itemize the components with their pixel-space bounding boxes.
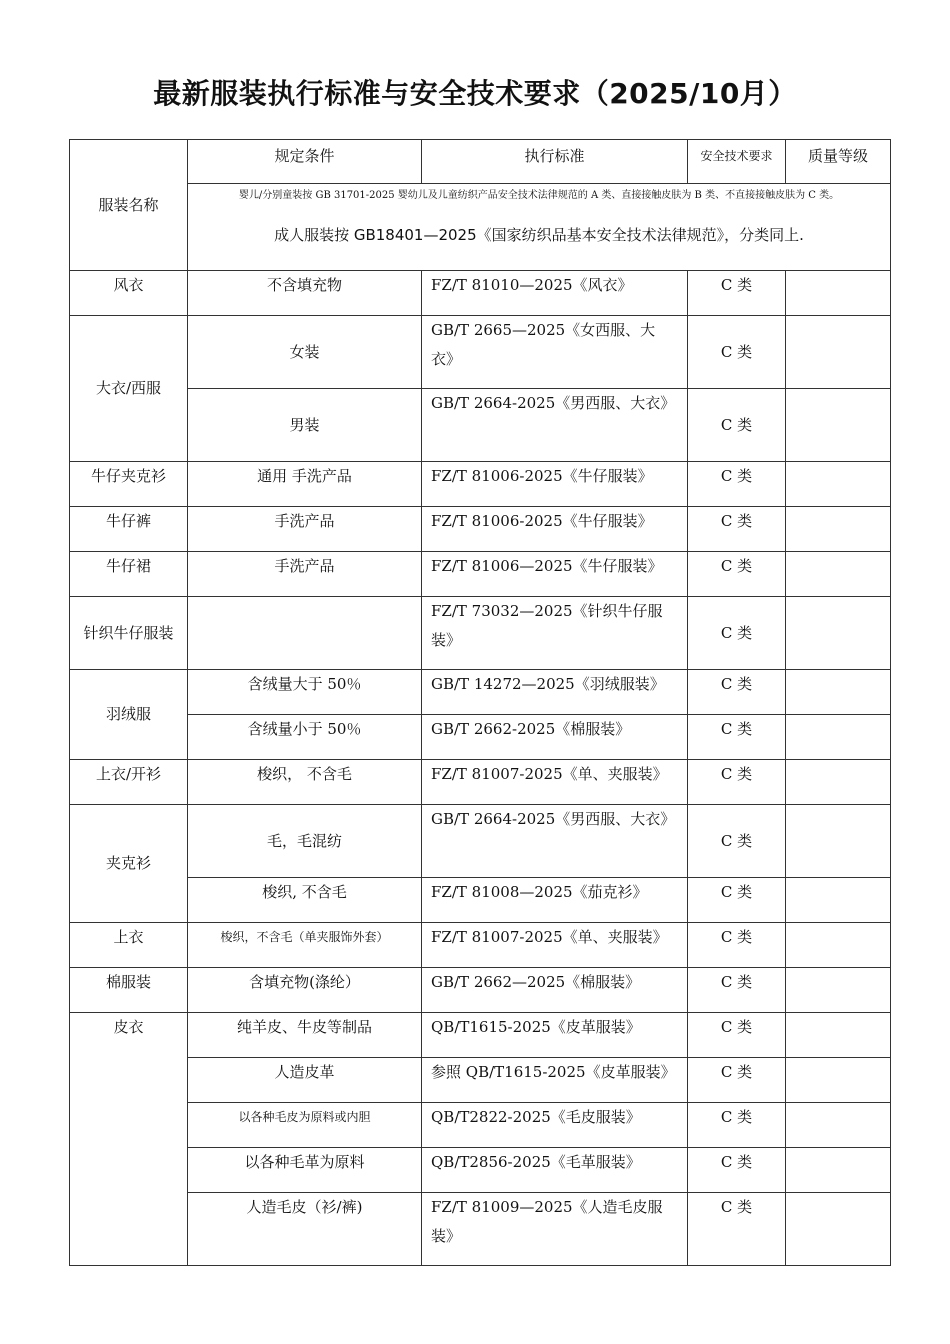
standard-cell: GB/T 2664-2025《男西服、大衣》	[422, 805, 688, 878]
grade-cell	[786, 878, 891, 923]
table-row	[70, 552, 891, 597]
safety-cell: C 类	[688, 968, 786, 1013]
standard-cell: GB/T 2662-2025《棉服装》	[422, 715, 688, 760]
grade-cell	[786, 1058, 891, 1103]
grade-cell	[786, 462, 891, 507]
table-row	[70, 1013, 891, 1058]
grade-cell	[786, 597, 891, 670]
table-row	[70, 878, 891, 923]
safety-cell: C 类	[688, 462, 786, 507]
standard-cell: FZ/T 81006—2025《牛仔服装》	[422, 552, 688, 597]
header-condition: 规定条件	[188, 140, 422, 184]
table-row	[70, 923, 891, 968]
adult-note: 成人服装按 GB18401—2025《国家纺织品基本安全技术法律规范》，分类同上.	[274, 226, 804, 244]
condition-cell: 纯羊皮、牛皮等制品	[188, 1013, 422, 1058]
condition-cell: 手洗产品	[188, 552, 422, 597]
garment-name: 夹克衫	[70, 805, 188, 923]
safety-cell: C 类	[688, 1058, 786, 1103]
header-standard: 执行标准	[422, 140, 688, 184]
grade-cell	[786, 760, 891, 805]
safety-cell: C 类	[688, 552, 786, 597]
grade-cell	[786, 923, 891, 968]
children-note: 婴儿/分别童装按 GB 31701-2025 婴幼儿及儿童纺织产品安全技术法律规范的 A 类、直接接触皮肤为 B 类、不直接接触皮肤为 C 类。	[238, 190, 840, 201]
table-row	[70, 316, 891, 389]
condition-cell: 人造毛皮（衫/裤)	[188, 1193, 422, 1266]
safety-cell: C 类	[688, 1193, 786, 1266]
standard-cell: GB/T 14272—2025《羽绒服装》	[422, 670, 688, 715]
grade-cell	[786, 1013, 891, 1058]
header-grade: 质量等级	[786, 140, 891, 184]
standard-cell: QB/T2856-2025《毛革服装》	[422, 1148, 688, 1193]
safety-cell: C 类	[688, 271, 786, 316]
condition-cell: 通用 手洗产品	[188, 462, 422, 507]
garment-name: 大衣/西服	[70, 316, 188, 462]
condition-cell: 含绒量大于 50％	[188, 670, 422, 715]
standard-cell: GB/T 2662—2025《棉服装》	[422, 968, 688, 1013]
table-row	[70, 462, 891, 507]
grade-cell	[786, 316, 891, 389]
standard-cell: FZ/T 81006-2025《牛仔服装》	[422, 462, 688, 507]
condition-cell: 梭织, 不含毛	[188, 878, 422, 923]
garment-name: 皮衣	[70, 1013, 188, 1266]
grade-cell	[786, 507, 891, 552]
condition-cell: 以各种毛革为原料	[188, 1148, 422, 1193]
safety-cell: C 类	[688, 670, 786, 715]
grade-cell	[786, 715, 891, 760]
header-safety: 安全技术要求	[688, 140, 786, 184]
table-row	[70, 1148, 891, 1193]
standard-cell: GB/T 2665—2025《女西服、大衣》	[422, 316, 688, 389]
grade-cell	[786, 968, 891, 1013]
safety-cell: C 类	[688, 760, 786, 805]
garment-name: 风衣	[70, 271, 188, 316]
condition-cell: 不含填充物	[188, 271, 422, 316]
standard-cell: FZ/T 73032—2025《针织牛仔服装》	[422, 597, 688, 670]
standard-cell: FZ/T 81006-2025《牛仔服装》	[422, 507, 688, 552]
page-title: 最新服装执行标准与安全技术要求（2025/10月）	[153, 77, 797, 110]
standard-cell: 参照 QB/T1615-2025《皮革服装》	[422, 1058, 688, 1103]
standard-cell: FZ/T 81010—2025《风衣》	[422, 271, 688, 316]
table-row	[70, 507, 891, 552]
grade-cell	[786, 805, 891, 878]
safety-cell: C 类	[688, 507, 786, 552]
safety-cell: C 类	[688, 923, 786, 968]
condition-cell: 人造皮革	[188, 1058, 422, 1103]
safety-cell: C 类	[688, 1148, 786, 1193]
garment-name: 牛仔夹克衫	[70, 462, 188, 507]
safety-cell: C 类	[688, 1013, 786, 1058]
safety-cell: C 类	[688, 715, 786, 760]
grade-cell	[786, 1193, 891, 1266]
standards-table	[69, 139, 891, 1266]
safety-cell: C 类	[688, 878, 786, 923]
grade-cell	[786, 271, 891, 316]
safety-cell: C 类	[688, 805, 786, 878]
header-note-row	[70, 184, 891, 271]
table-row	[70, 670, 891, 715]
garment-name: 棉服装	[70, 968, 188, 1013]
table-row	[70, 968, 891, 1013]
garment-name: 上衣	[70, 923, 188, 968]
header-notes	[188, 184, 891, 271]
table-row	[70, 271, 891, 316]
grade-cell	[786, 670, 891, 715]
garment-name: 上衣/开衫	[70, 760, 188, 805]
table-row	[70, 1193, 891, 1266]
grade-cell	[786, 552, 891, 597]
table-row	[70, 805, 891, 878]
garment-name: 牛仔裙	[70, 552, 188, 597]
garment-name: 针织牛仔服装	[70, 597, 188, 670]
condition-cell: 以各种毛皮为原料或内胆	[188, 1103, 422, 1148]
condition-cell: 女装	[188, 316, 422, 389]
standard-cell: FZ/T 81008—2025《茄克衫》	[422, 878, 688, 923]
condition-cell: 毛，毛混纺	[188, 805, 422, 878]
garment-name: 羽绒服	[70, 670, 188, 760]
table-row	[70, 389, 891, 462]
table-row	[70, 1058, 891, 1103]
header-name: 服装名称	[70, 140, 188, 271]
table-row	[70, 1103, 891, 1148]
standard-cell: FZ/T 81007-2025《单、夹服装》	[422, 923, 688, 968]
standard-cell: FZ/T 81009—2025《人造毛皮服装》	[422, 1193, 688, 1266]
table-row	[70, 715, 891, 760]
condition-cell: 含填充物(涤纶）	[188, 968, 422, 1013]
condition-cell: 含绒量小于 50％	[188, 715, 422, 760]
condition-cell: 手洗产品	[188, 507, 422, 552]
header-row	[70, 140, 891, 184]
condition-cell: 男装	[188, 389, 422, 462]
condition-cell	[188, 597, 422, 670]
safety-cell: C 类	[688, 597, 786, 670]
standard-cell: QB/T1615-2025《皮革服装》	[422, 1013, 688, 1058]
standard-cell: QB/T2822-2025《毛皮服装》	[422, 1103, 688, 1148]
standard-cell: FZ/T 81007-2025《单、夹服装》	[422, 760, 688, 805]
grade-cell	[786, 1103, 891, 1148]
safety-cell: C 类	[688, 389, 786, 462]
condition-cell: 梭织，不含毛（单夹服饰外套）	[188, 923, 422, 968]
table-row	[70, 597, 891, 670]
safety-cell: C 类	[688, 1103, 786, 1148]
garment-name: 牛仔裤	[70, 507, 188, 552]
table-row	[70, 760, 891, 805]
standard-cell: GB/T 2664-2025《男西服、大衣》	[422, 389, 688, 462]
safety-cell: C 类	[688, 316, 786, 389]
grade-cell	[786, 1148, 891, 1193]
grade-cell	[786, 389, 891, 462]
condition-cell: 梭织， 不含毛	[188, 760, 422, 805]
